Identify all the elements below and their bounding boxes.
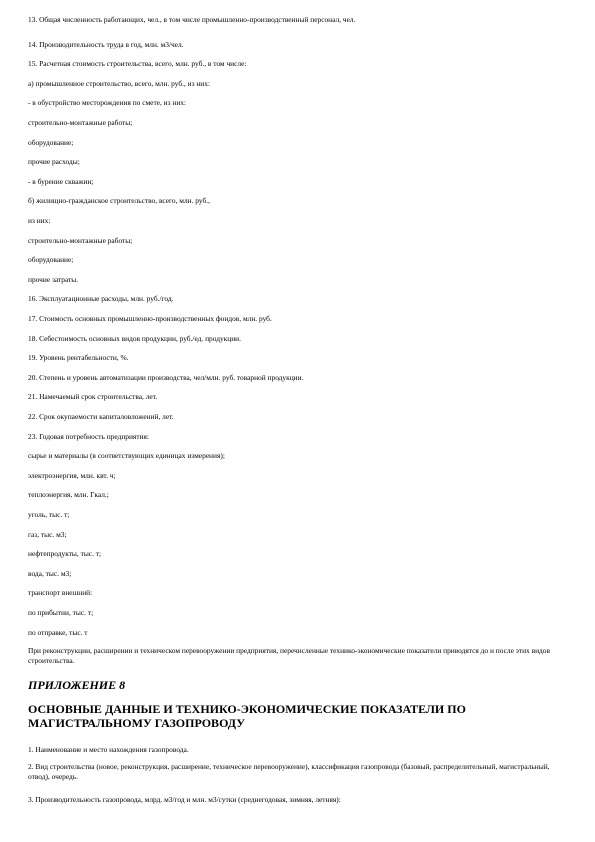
text-line: оборудование;: [28, 138, 74, 147]
text-line: 20. Степень и уровень автоматизации производства, чел/млн. руб. товарной продукции.: [28, 373, 304, 382]
list-item: 3. Производительность газопровода, млрд. м3/год и млн. м3/сутки (среднегодовая, зимняя, летняя):: [28, 795, 341, 804]
text-line: строительно-монтажные работы;: [28, 118, 133, 127]
text-line: по отправке, тыс. т: [28, 628, 88, 637]
text-line: 17. Стоимость основных промышленно-производственных фондов, млн. руб.: [28, 314, 272, 323]
text-line: вода, тыс. м3;: [28, 569, 72, 578]
text-line: 21. Намечаемый срок строительства, лет.: [28, 392, 158, 401]
text-line: электроэнергия, млн. квт. ч;: [28, 471, 116, 480]
text-line: газ, тыс. м3;: [28, 530, 67, 539]
text-line: прочие затраты.: [28, 275, 79, 284]
text-line: а) промышленное строительство, всего, млн. руб., из них:: [28, 79, 211, 88]
text-line: 15. Расчетная стоимость строительства, всего, млн. руб., в том числе:: [28, 59, 247, 68]
text-line: б) жилищно-гражданское строительство, всего, млн. руб.,: [28, 196, 210, 205]
text-line: теплоэнергия, млн. Гкал.;: [28, 490, 109, 499]
text-line: из них:: [28, 216, 51, 225]
text-line: уголь, тыс. т;: [28, 510, 70, 519]
text-line: по прибытии, тыс. т;: [28, 608, 94, 617]
text-line: 18. Себестоимость основных видов продукции, руб./ед. продукции.: [28, 334, 241, 343]
text-line: - в обустройство месторождения по смете, из них:: [28, 98, 187, 107]
note-paragraph: При реконструкции, расширении и техническом перевооружении предприятия, перечисленные технико-экономические показатели приводятся до и после этих видов строительства.: [28, 646, 550, 665]
text-line: нефтепродукты, тыс. т;: [28, 549, 102, 558]
text-line: прочие расходы;: [28, 157, 80, 166]
list-item: 2. Вид строительства (новое, реконструкция, расширение, техническое перевооружение), классификация газопровода (базовый, распределительный, магистральный, отвод), очередь.: [28, 762, 550, 781]
text-line: - в бурение скважин;: [28, 177, 94, 186]
text-line: транспорт внешний:: [28, 588, 93, 597]
text-line: 13. Общая численность работающих, чел., в том числе промышленно-производственный персонал, чел.: [28, 15, 356, 24]
text-line: 19. Уровень рентабельности, %.: [28, 353, 129, 362]
text-line: 16. Эксплуатационные расходы, млн. руб./год.: [28, 294, 174, 303]
list-item: 1. Наименование и место нахождения газопровода.: [28, 745, 189, 754]
text-line: 23. Годовая потребность предприятия:: [28, 432, 149, 441]
text-line: строительно-монтажные работы;: [28, 236, 133, 245]
text-line: оборудование;: [28, 255, 74, 264]
text-line: 14. Производительность труда в год, млн. м3/чел.: [28, 40, 184, 49]
section-heading: ОСНОВНЫЕ ДАННЫЕ И ТЕХНИКО-ЭКОНОМИЧЕСКИЕ ПОКАЗАТЕЛИ ПО МАГИСТРАЛЬНОМУ ГАЗОПРОВОДУ: [28, 702, 466, 730]
text-line: 22. Срок окупаемости капиталовложений, лет.: [28, 412, 174, 421]
appendix-title: ПРИЛОЖЕНИЕ 8: [28, 678, 126, 692]
text-line: сырье и материалы (в соответствующих единицах измерения);: [28, 451, 225, 460]
